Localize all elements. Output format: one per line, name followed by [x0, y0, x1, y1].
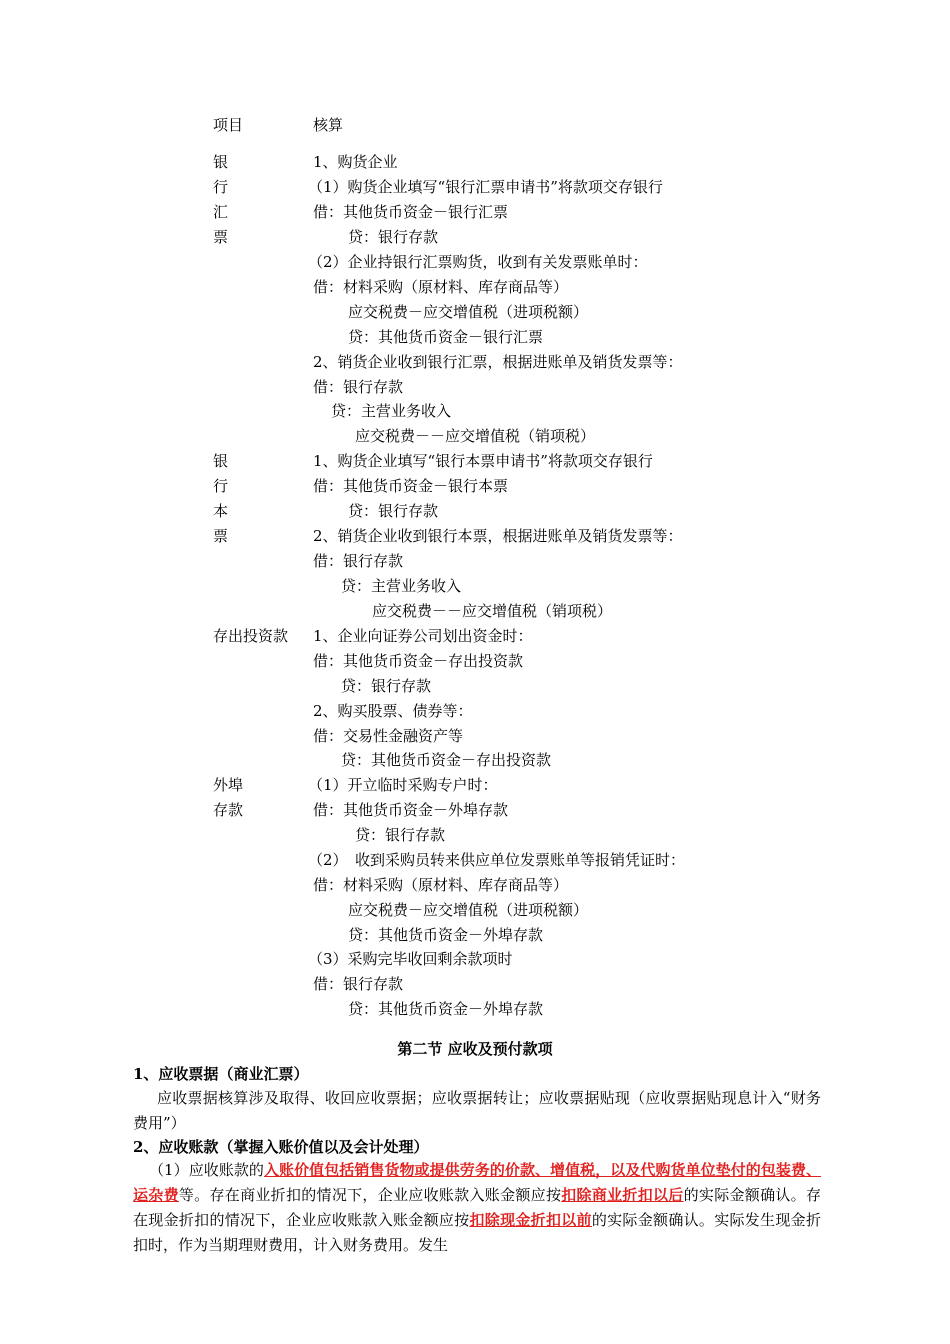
accounting-line: （3）采购完毕收回剩余款项时	[308, 950, 513, 968]
accounting-line: 贷：银行存款	[348, 502, 439, 520]
heading-accounts-receivable: 2、应收账款（掌握入账价值以及会计处理）	[133, 1138, 429, 1156]
accounting-line: 贷：其他货币资金－外埠存款	[348, 1000, 544, 1018]
heading-notes-receivable: 1、应收票据（商业汇票）	[133, 1065, 309, 1083]
item-label: 外埠	[213, 776, 244, 794]
accounting-line: 贷：银行存款	[341, 677, 432, 695]
table-header-accounting: 核算	[313, 116, 344, 134]
table-header-item: 项目	[213, 116, 244, 134]
ar-highlight-cash-discount: 扣除现金折扣以前	[469, 1211, 592, 1229]
accounting-line: 贷：银行存款	[355, 826, 446, 844]
ar-text-4: 的实际金额确认。实际发生现金折扣时，作为当期理财费用，计入财务费用。发生	[133, 1211, 821, 1254]
accounting-line: 借：材料采购（原材料、库存商品等）	[313, 876, 569, 894]
ar-highlight-commercial-discount: 扣除商业折扣以后	[561, 1186, 684, 1204]
accounting-line: 借：银行存款	[313, 975, 404, 993]
section-title: 第二节 应收及预付款项	[397, 1040, 553, 1058]
item-label: 行	[213, 178, 229, 196]
accounting-line: 应交税费－应交增值税（进项税额）	[348, 901, 589, 919]
accounting-line: 借：其他货币资金－外埠存款	[313, 801, 509, 819]
accounting-line: 借：银行存款	[313, 378, 404, 396]
accounting-line: 借：材料采购（原材料、库存商品等）	[313, 278, 569, 296]
accounting-line: 1、企业向证券公司划出资金时：	[313, 627, 533, 645]
accounting-line: 2、销货企业收到银行本票，根据进账单及销货发票等：	[313, 527, 683, 545]
accounting-line: （1）开立临时采购专户时：	[308, 776, 498, 794]
accounting-line: 1、购货企业填写“银行本票申请书”将款项交存银行	[313, 452, 653, 470]
accounting-line: 应交税费－－应交增值税（销项税）	[355, 427, 596, 445]
accounting-line: 贷：其他货币资金－银行汇票	[348, 328, 544, 346]
accounting-line: 2、销货企业收到银行汇票，根据进账单及销货发票等：	[313, 353, 683, 371]
accounting-line: 借：其他货币资金－银行汇票	[313, 203, 509, 221]
accounting-line: （2） 收到采购员转来供应单位发票账单等报销凭证时：	[308, 851, 686, 869]
accounting-line: 应交税费－－应交增值税（销项税）	[372, 602, 613, 620]
accounting-line: 贷：银行存款	[348, 228, 439, 246]
accounting-line: （1）购货企业填写“银行汇票申请书”将款项交存银行	[308, 178, 663, 196]
ar-text-2: 等。存在商业折扣的情况下，企业应收账款入账金额应按	[178, 1186, 562, 1204]
accounting-line: 应交税费－应交增值税（进项税额）	[348, 303, 589, 321]
accounting-line: 贷：主营业务收入	[341, 577, 462, 595]
accounting-line: 借：其他货币资金－银行本票	[313, 477, 509, 495]
ar-text-1: （1）应收账款的	[149, 1161, 264, 1179]
accounting-line: 贷：其他货币资金－外埠存款	[348, 926, 544, 944]
accounting-line: 贷：主营业务收入	[331, 402, 452, 420]
paragraph-accounts-receivable	[133, 1158, 821, 1258]
accounting-line: 借：其他货币资金－存出投资款	[313, 652, 524, 670]
accounting-line: （2）企业持银行汇票购货，收到有关发票账单时：	[308, 253, 648, 271]
accounting-line: 贷：其他货币资金－存出投资款	[341, 751, 552, 769]
accounting-line: 2、购买股票、债券等：	[313, 702, 473, 720]
item-label: 存款	[213, 801, 244, 819]
ar-highlight-entry-value: 入账价值包括销售货物或提供劳务的价款、增值税，以及代购货单位垫付的包装费、运杂费	[133, 1161, 821, 1204]
item-label: 票	[213, 527, 229, 545]
item-label: 银	[213, 153, 229, 171]
item-label: 汇	[213, 203, 229, 221]
accounting-line: 1、购货企业	[313, 153, 398, 171]
item-label: 存出投资款	[213, 627, 289, 645]
ar-text-3: 的实际金额确认。存在现金折扣的情况下，企业应收账款入账金额应按	[133, 1186, 821, 1229]
item-label: 票	[213, 228, 229, 246]
paragraph-notes-receivable: 应收票据核算涉及取得、收回应收票据；应收票据转让；应收票据贴现（应收票据贴现息计入“财务费用”）	[133, 1089, 821, 1132]
accounting-line: 借：银行存款	[313, 552, 404, 570]
item-label: 本	[213, 502, 229, 520]
item-label: 银	[213, 452, 229, 470]
accounting-line: 借：交易性金融资产等	[313, 727, 464, 745]
item-label: 行	[213, 477, 229, 495]
